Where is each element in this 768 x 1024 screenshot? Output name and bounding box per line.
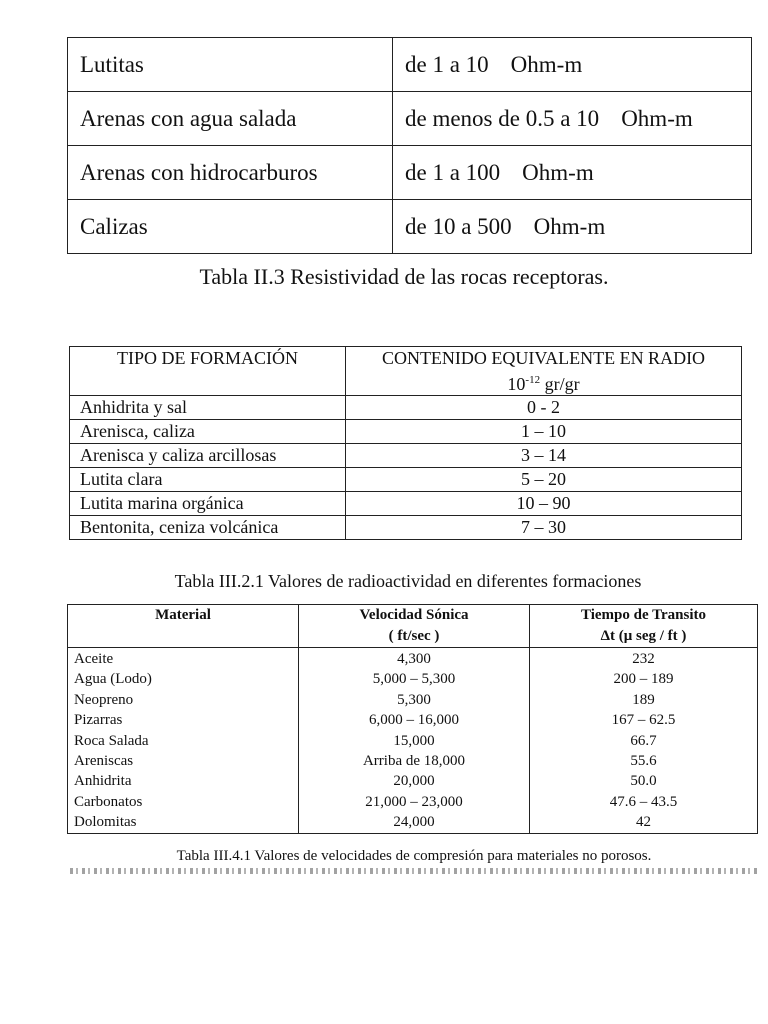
resistivity-unit: Ohm-m — [510, 51, 583, 77]
resistivity-range: de 1 a 10 — [405, 51, 489, 77]
rock-type-cell: Arenas con hidrocarburos — [68, 146, 393, 200]
resistivity-range: de 10 a 500 — [405, 213, 512, 239]
material-cell: Areniscas — [68, 751, 299, 771]
formation-cell: Lutita marina orgánica — [70, 492, 346, 516]
content-cell: 3 – 14 — [346, 444, 742, 468]
formation-cell: Arenisca y caliza arcillosas — [70, 444, 346, 468]
transit-time-cell: 189 — [530, 690, 758, 710]
header-unit-line: ( ft/sec ) — [388, 628, 440, 644]
table-row — [68, 146, 752, 200]
material-cell: Neopreno — [68, 690, 299, 710]
content-cell: 0 - 2 — [346, 396, 742, 420]
rock-type-cell: Lutitas — [68, 38, 393, 92]
content-cell: 5 – 20 — [346, 468, 742, 492]
column-header-transit-time — [530, 605, 758, 648]
table-row — [70, 420, 742, 444]
column-header-material: Material — [68, 605, 299, 648]
radioactivity-table — [69, 346, 742, 540]
material-cell: Roca Salada — [68, 731, 299, 751]
table-row — [70, 492, 742, 516]
resistivity-range: de menos de 0.5 a 10 — [405, 105, 600, 131]
column-header-velocity — [299, 605, 530, 648]
transit-time-cell: 232 — [530, 648, 758, 670]
rock-type-cell: Calizas — [68, 200, 393, 254]
header-unit-line: Δt (μ seg / ft ) — [600, 628, 687, 644]
material-cell: Dolomitas — [68, 812, 299, 833]
velocity-cell: 5,300 — [299, 690, 530, 710]
table-row — [68, 92, 752, 146]
transit-time-cell: 66.7 — [530, 731, 758, 751]
transit-time-cell: 42 — [530, 812, 758, 833]
table-row — [68, 200, 752, 254]
table-row — [68, 38, 752, 92]
content-cell: 7 – 30 — [346, 516, 742, 540]
material-cell: Agua (Lodo) — [68, 669, 299, 689]
material-cell: Anhidrita — [68, 771, 299, 791]
transit-time-cell: 47.6 – 43.5 — [530, 792, 758, 812]
formation-cell: Lutita clara — [70, 468, 346, 492]
unit-exponent: -12 — [525, 374, 541, 386]
table-header-row — [70, 347, 742, 396]
content-cell: 1 – 10 — [346, 420, 742, 444]
cropped-text-line — [70, 868, 760, 874]
unit-label: gr/gr — [540, 374, 580, 394]
table-header-row — [68, 605, 758, 648]
column-header-formation: TIPO DE FORMACIÓN — [70, 347, 346, 396]
resistivity-unit: Ohm-m — [621, 105, 693, 131]
resistivity-cell — [393, 92, 752, 146]
table-row — [70, 444, 742, 468]
resistivity-range: de 1 a 100 — [405, 159, 501, 185]
resistivity-cell — [393, 200, 752, 254]
header-unit-line — [356, 369, 731, 395]
unit-base: 10 — [507, 374, 526, 394]
rock-type-cell: Arenas con agua salada — [68, 92, 393, 146]
material-cell: Aceite — [68, 648, 299, 670]
table-row — [70, 516, 742, 540]
table-caption: Tabla III.4.1 Valores de velocidades de compresión para materiales no porosos. — [176, 848, 652, 864]
table-row — [68, 751, 758, 771]
velocity-cell: 5,000 – 5,300 — [299, 669, 530, 689]
resistivity-cell — [393, 146, 752, 200]
column-header-radium-content — [346, 347, 742, 396]
transit-time-cell: 55.6 — [530, 751, 758, 771]
table-row — [68, 690, 758, 710]
table-row — [68, 648, 758, 670]
formation-cell: Bentonita, ceniza volcánica — [70, 516, 346, 540]
header-line: Velocidad Sónica — [359, 607, 469, 623]
transit-time-cell: 200 – 189 — [530, 669, 758, 689]
velocity-cell: 24,000 — [299, 812, 530, 833]
table-row — [68, 812, 758, 833]
transit-time-cell: 50.0 — [530, 771, 758, 791]
table-row — [68, 771, 758, 791]
table-row — [70, 468, 742, 492]
velocity-cell: 20,000 — [299, 771, 530, 791]
velocity-cell: 15,000 — [299, 731, 530, 751]
transit-time-cell: 167 – 62.5 — [530, 710, 758, 730]
velocity-cell: 4,300 — [299, 648, 530, 670]
velocity-cell: 21,000 – 23,000 — [299, 792, 530, 812]
header-line: CONTENIDO EQUIVALENTE EN RADIO — [381, 348, 706, 368]
formation-cell: Arenisca, caliza — [70, 420, 346, 444]
velocity-cell: 6,000 – 16,000 — [299, 710, 530, 730]
material-cell: Pizarras — [68, 710, 299, 730]
table-caption: Tabla III.2.1 Valores de radioactividad en diferentes formaciones — [174, 571, 642, 591]
resistivity-unit: Ohm-m — [522, 159, 594, 185]
header-line: Tiempo de Transito — [580, 607, 707, 623]
sonic-velocity-table — [67, 604, 758, 834]
table-caption: Tabla II.3 Resistividad de las rocas receptoras. — [199, 264, 609, 289]
table-row — [70, 396, 742, 420]
material-cell: Carbonatos — [68, 792, 299, 812]
resistivity-cell — [393, 38, 752, 92]
resistivity-unit: Ohm-m — [533, 213, 606, 239]
content-cell: 10 – 90 — [346, 492, 742, 516]
table-row — [68, 710, 758, 730]
formation-cell: Anhidrita y sal — [70, 396, 346, 420]
velocity-cell: Arriba de 18,000 — [299, 751, 530, 771]
table-row — [68, 669, 758, 689]
table-row — [68, 731, 758, 751]
resistivity-table — [67, 37, 752, 254]
table-row — [68, 792, 758, 812]
